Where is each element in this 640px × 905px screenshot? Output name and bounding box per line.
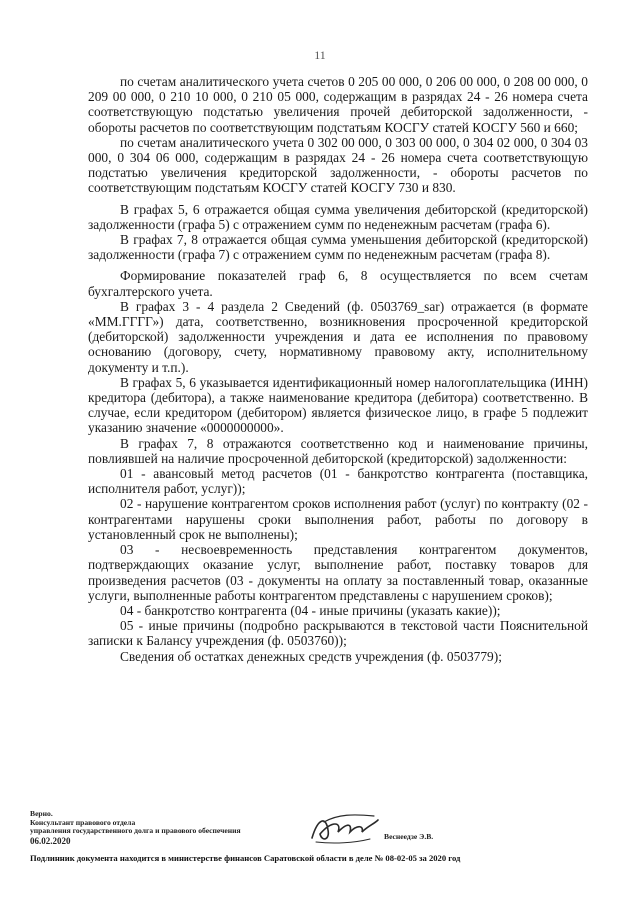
list-item: 04 - банкротство контрагента (04 - иные причины (указать какие));: [120, 602, 501, 618]
handwritten-signature: [308, 808, 382, 848]
list-item: 03 - несвоевременность представления контрагентом документов, подтверждающих оказание услуг, выполнение работ, поставку товаров для произведения расчетов (03 - документы на оплату за поставленный товар, оказанные услуги, выполненные работы контрагентом представлены с нарушением сроков);: [88, 542, 588, 603]
document-body: [88, 74, 588, 664]
list-item: 02 - нарушение контрагентом сроков исполнения работ (услуг) по контракту (02 - контрагентами нарушены сроки выполнения работ, работы по договору в установленный срок не выполнены);: [88, 496, 588, 542]
page-number: 11: [314, 48, 326, 62]
signer-name: Веснеедзе Э.В.: [384, 832, 434, 841]
paragraph: по счетам аналитического учета 0 302 00 000, 0 303 00 000, 0 304 02 000, 0 304 03 000, 0 304 06 000, содержащим в разрядах 24 - 26 номера счета соответствующую подстатью увеличения кредиторской задолженности, - обороты расчетов по соответствующим подстатьям КОСГУ статей КОСГУ 730 и 830.: [88, 134, 588, 196]
paragraph: Сведения об остатках денежных средств учреждения (ф. 0503779);: [120, 648, 502, 664]
footer-note: Подлинник документа находится в министерстве финансов Саратовской области в деле № 08-02-05 за 2020 год: [30, 853, 461, 863]
paragraph: В графах 3 - 4 раздела 2 Сведений (ф. 0503769_sar) отражается (в формате «ММ.ГГГГ») дата, соответственно, возникновения просроченной кредиторской (дебиторской) задолженности учреждения и дата ее исполнения по правовому основанию (договору, счету, нормативному правовому акту, исполнительному документу и т.п.).: [88, 298, 588, 375]
list-item: 01 - авансовый метод расчетов (01 - банкротство контрагента (поставщика, исполнителя работ, услуг));: [88, 466, 588, 497]
paragraph: В графах 5, 6 отражается общая сумма увеличения дебиторской (кредиторской) задолженности (графа 5) с отражением сумм по неденежным расчетам (графа 6).: [88, 201, 588, 232]
paragraph: Формирование показателей граф 6, 8 осуществляется по всем счетам бухгалтерского учета.: [88, 268, 588, 299]
paragraph: В графах 7, 8 отражается общая сумма уменьшения дебиторской (кредиторской) задолженности (графа 7) с отражением сумм по неденежным расчетам (графа 8).: [88, 232, 588, 263]
paragraph: В графах 7, 8 отражаются соответственно код и наименование причины, повлиявшей на наличие просроченной дебиторской (кредиторской) задолженности:: [88, 435, 588, 466]
paragraph: В графах 5, 6 указывается идентификационный номер налогоплательщика (ИНН) кредитора (дебитора), а также наименование кредитора (дебитора) соответственно. В случае, если кредитором (дебитором) является физическое лицо, в графе 5 подлежит указанию значение «0000000000».: [88, 374, 588, 436]
paragraph: по счетам аналитического учета счетов 0 205 00 000, 0 206 00 000, 0 208 00 000, 0 209 00 000, 0 210 10 000, 0 210 05 000, содержащим в разрядах 24 - 26 номера счета соответствующую подстатью увеличения прочей дебиторской задолженности, - обороты расчетов по соответствующим подстатьям КОСГУ статей КОСГУ 560 и 660;: [88, 74, 588, 135]
certification-department: управления государственного долга и правового обеспечения: [30, 826, 241, 836]
certification-verified: Верно.: [30, 809, 53, 818]
certification-position: Консультант правового отдела: [30, 817, 136, 827]
list-item: 05 - иные причины (подробно раскрываются в текстовой части Пояснительной записки к Балансу учреждения (ф. 0503760));: [88, 618, 588, 649]
certification-date: 06.02.2020: [30, 835, 71, 846]
